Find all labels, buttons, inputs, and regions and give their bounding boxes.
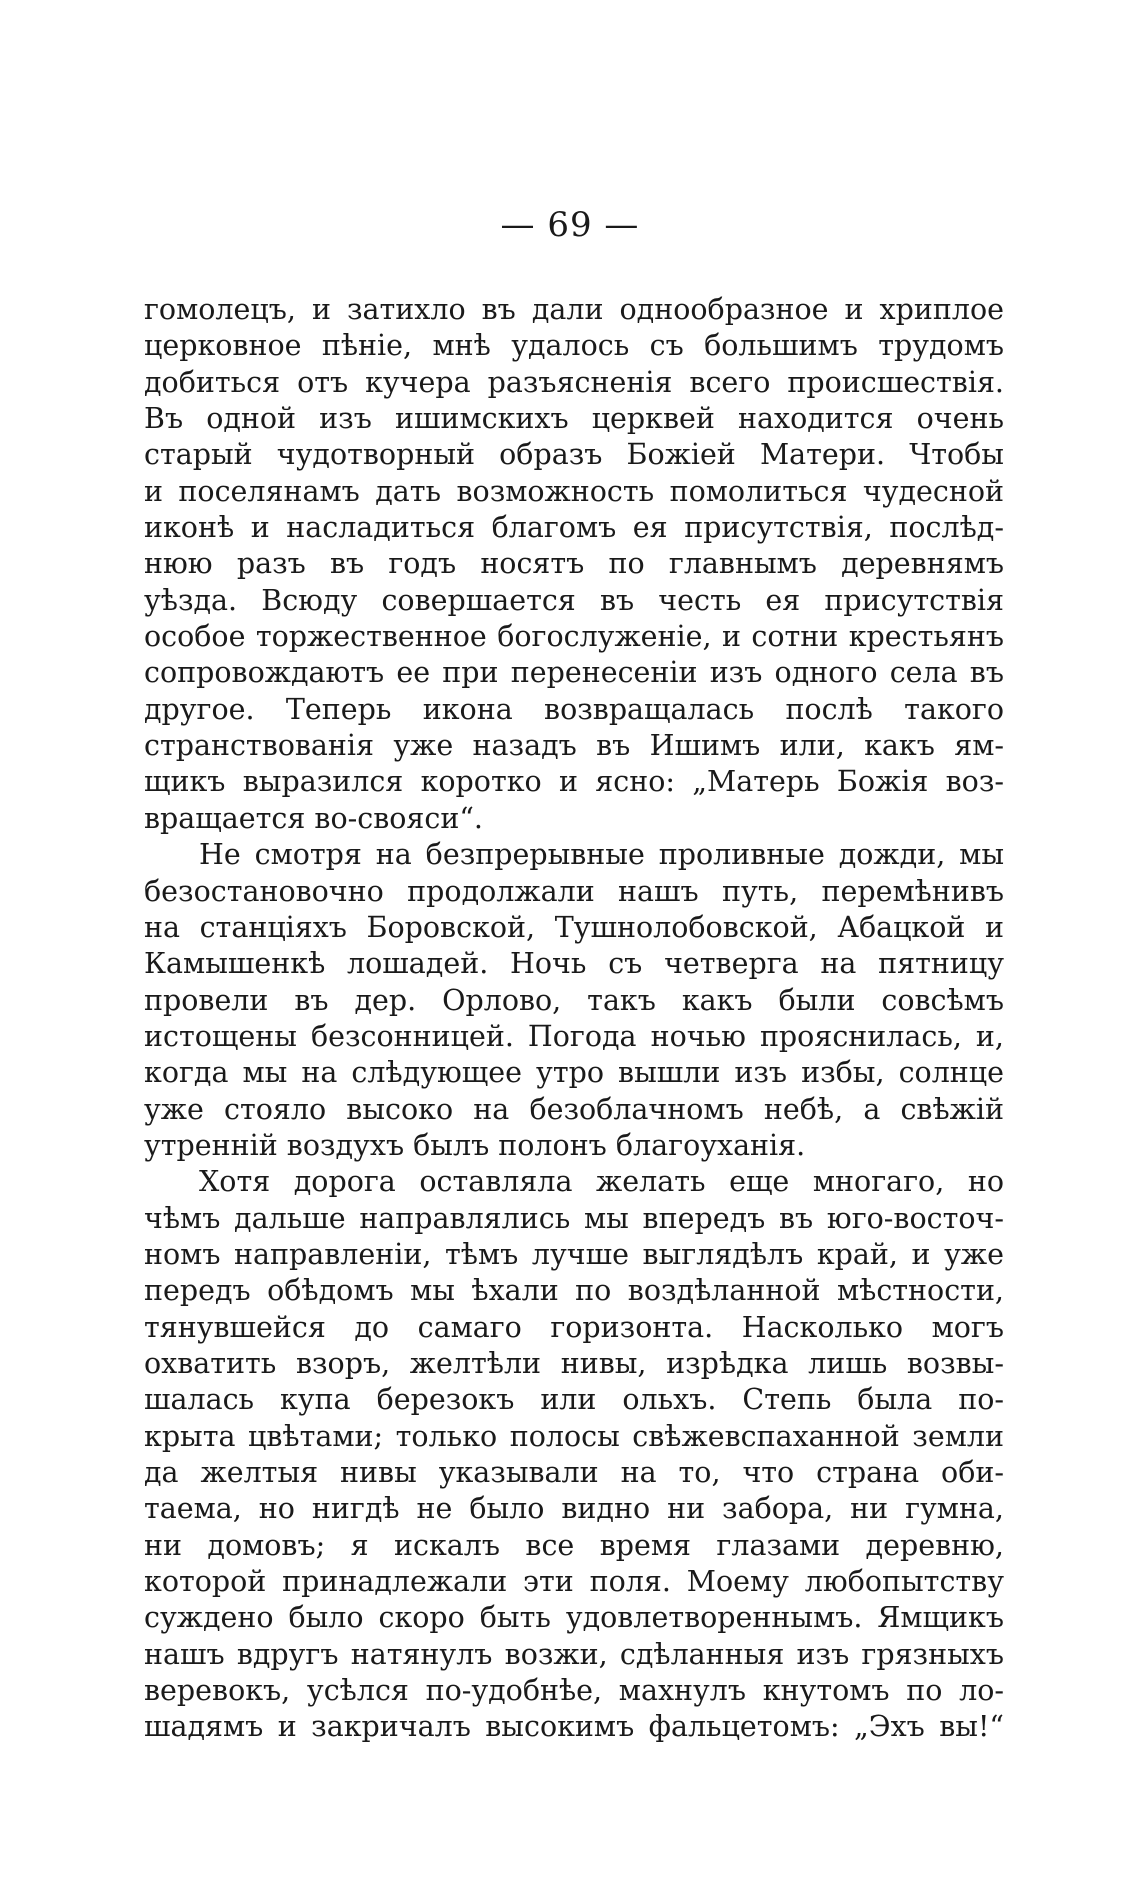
text-line: таема, но нигдѣ не было видно ни забора, ни гумна, — [144, 1492, 1004, 1526]
text-line: охватить взоръ, желтѣли нивы, изрѣдка лишь возвы- — [144, 1346, 1004, 1380]
text-line: веревокъ, усѣлся по-удобнѣе, махнулъ кнутомъ по ло- — [144, 1674, 1004, 1708]
text-line: странствованія уже назадъ въ Ишимъ или, какъ ям- — [144, 729, 1004, 763]
text-line: которой принадлежали эти поля. Моему любопытству — [144, 1565, 1004, 1599]
text-line: особое торжественное богослуженіе, и сотни крестьянъ — [144, 620, 1004, 654]
text-line: когда мы на слѣдующее утро вышли изъ избы, солнце — [144, 1056, 1004, 1090]
text-line: шалась купа березокъ или ольхъ. Степь была по- — [144, 1383, 1004, 1417]
text-line: церковное пѣніе, мнѣ удалось съ большимъ трудомъ — [144, 329, 1004, 363]
text-line: номъ направленіи, тѣмъ лучше выглядѣлъ край, и уже — [144, 1237, 1004, 1271]
text-line: тянувшейся до самаго горизонта. Насколько могъ — [144, 1310, 1004, 1344]
text-line: уѣзда. Всюду совершается въ честь ея присутствія — [144, 583, 1004, 617]
text-line: безостановочно продолжали нашъ путь, перемѣнивъ — [144, 874, 1004, 908]
text-line: передъ обѣдомъ мы ѣхали по воздѣланной мѣстности, — [144, 1274, 1004, 1308]
text-line: вращается во-свояси“. — [144, 801, 483, 835]
text-line: истощены безсонницей. Погода ночью прояснилась, и, — [144, 1019, 1004, 1053]
text-line: старый чудотворный образъ Божіей Матери. Чтобы — [144, 438, 1004, 472]
text-line: уже стояло высоко на безоблачномъ небѣ, а свѣжій — [144, 1092, 1004, 1126]
text-line: добиться отъ кучера разъясненія всего происшествія. — [144, 365, 1004, 399]
text-line: утренній воздухъ былъ полонъ благоуханія. — [144, 1128, 806, 1162]
text-line: ни домовъ; я искалъ все время глазами деревню, — [144, 1528, 1004, 1562]
body-text — [144, 292, 1004, 1746]
text-line: другое. Теперь икона возвращалась послѣ такого — [144, 692, 1004, 726]
text-line: крыта цвѣтами; только полосы свѣжевспаханной земли — [144, 1419, 1004, 1453]
text-line: чѣмъ дальше направлялись мы впередъ въ юго-восточ- — [144, 1201, 1004, 1235]
text-line: Въ одной изъ ишимскихъ церквей находится очень — [144, 402, 1004, 436]
text-line: на станціяхъ Боровской, Тушнолобовской, Абацкой и — [144, 910, 1004, 944]
text-line: щикъ выразился коротко и ясно: „Матерь Божія воз- — [144, 765, 1004, 799]
text-line: шадямъ и закричалъ высокимъ фальцетомъ: „Эхъ вы!“ — [144, 1710, 1004, 1744]
page-number: — 69 — — [500, 205, 640, 245]
text-line: Хотя дорога оставляла желать еще многаго, но — [199, 1165, 1004, 1199]
text-line: и поселянамъ дать возможность помолиться чудесной — [144, 474, 1004, 508]
text-line: сопровождаютъ ее при перенесеніи изъ одного села въ — [144, 656, 1004, 690]
text-line: иконѣ и насладиться благомъ ея присутствія, послѣд- — [144, 511, 1004, 545]
text-line: провели въ дер. Орлово, такъ какъ были совсѣмъ — [144, 983, 1004, 1017]
text-line: нашъ вдругъ натянулъ возжи, сдѣланныя изъ грязныхъ — [144, 1637, 1004, 1671]
text-line: нюю разъ въ годъ носятъ по главнымъ деревнямъ — [144, 547, 1004, 581]
text-line: Не смотря на безпрерывные проливные дожди, мы — [199, 838, 1004, 872]
text-line: суждено было скоро быть удовлетвореннымъ. Ямщикъ — [144, 1601, 1004, 1635]
text-line: гомолецъ, и затихло въ дали однообразное и хриплое — [144, 293, 1004, 326]
text-line: да желтыя нивы указывали на то, что страна оби- — [144, 1456, 1004, 1489]
text-line: Камышенкѣ лошадей. Ночь съ четверга на пятницу — [144, 947, 1004, 981]
